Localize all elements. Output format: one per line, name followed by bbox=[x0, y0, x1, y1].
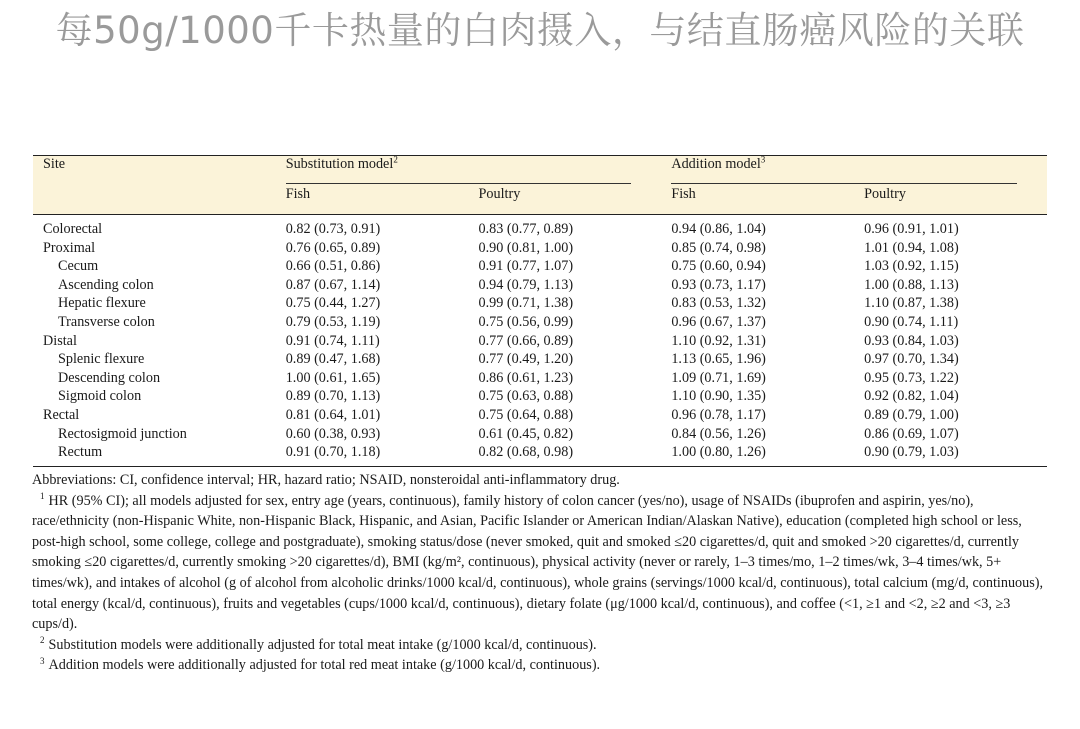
site-cell: Rectum bbox=[58, 444, 103, 461]
substitution-fish-cell: 0.91 (0.70, 1.18) bbox=[285, 444, 381, 461]
substitution-poultry-cell: 0.86 (0.61, 1.23) bbox=[478, 369, 574, 386]
substitution-fish-cell: 0.75 (0.44, 1.27) bbox=[285, 295, 381, 312]
substitution-poultry-cell: 0.61 (0.45, 0.82) bbox=[478, 425, 574, 442]
table-body bbox=[33, 215, 1047, 467]
blank-header-cell bbox=[33, 186, 276, 215]
substitution-fish-cell: 0.66 (0.51, 0.86) bbox=[285, 258, 381, 275]
addition-fish-cell: 1.13 (0.65, 1.96) bbox=[671, 351, 766, 368]
footnote-3 bbox=[32, 655, 1050, 676]
site-cell: Splenic flexure bbox=[58, 351, 145, 368]
substitution-poultry-cell: 0.83 (0.77, 0.89) bbox=[478, 221, 574, 237]
site-cell: Hepatic flexure bbox=[58, 295, 146, 312]
substitution-poultry-cell: 0.75 (0.63, 0.88) bbox=[478, 388, 574, 405]
addition-poultry-cell: 0.86 (0.69, 1.07) bbox=[864, 425, 959, 442]
addition-poultry-cell: 1.10 (0.87, 1.38) bbox=[864, 295, 959, 312]
addition-poultry-cell: 0.90 (0.74, 1.11) bbox=[864, 313, 959, 330]
substitution-poultry-header: Poultry bbox=[478, 185, 521, 202]
addition-group-rule bbox=[671, 183, 1017, 184]
site-cell: Cecum bbox=[58, 258, 99, 275]
results-table-container bbox=[33, 155, 1047, 467]
substitution-fish-cell: 0.81 (0.64, 1.01) bbox=[285, 406, 381, 423]
addition-poultry-cell: 1.00 (0.88, 1.13) bbox=[864, 276, 959, 293]
table-row bbox=[33, 387, 1047, 406]
addition-fish-cell: 1.10 (0.92, 1.31) bbox=[671, 332, 766, 349]
addition-model-header bbox=[661, 156, 1047, 186]
addition-fish-cell: 0.96 (0.67, 1.37) bbox=[671, 313, 766, 330]
addition-poultry-header: Poultry bbox=[864, 185, 906, 202]
footnote-2-mark: 2 bbox=[40, 635, 45, 646]
addition-fish-header: Fish bbox=[671, 185, 696, 202]
substitution-poultry-cell: 0.77 (0.49, 1.20) bbox=[478, 351, 574, 368]
substitution-fish-cell: 1.00 (0.61, 1.65) bbox=[285, 369, 381, 386]
addition-poultry-cell: 0.96 (0.91, 1.01) bbox=[864, 221, 959, 237]
table-row bbox=[33, 443, 1047, 466]
addition-poultry-cell: 0.92 (0.82, 1.04) bbox=[864, 388, 959, 405]
footnote-2-text: Substitution models were additionally adjusted for total meat intake (g/1000 kcal/d, continuous). bbox=[48, 636, 597, 653]
table-row bbox=[33, 257, 1047, 276]
addition-poultry-cell: 1.03 (0.92, 1.15) bbox=[864, 258, 959, 275]
addition-fish-cell: 1.10 (0.90, 1.35) bbox=[671, 388, 766, 405]
site-cell: Ascending colon bbox=[58, 276, 154, 293]
site-cell: Proximal bbox=[43, 239, 96, 256]
site-cell: Sigmoid colon bbox=[58, 388, 142, 405]
table-notes bbox=[32, 470, 1050, 676]
footnote-2 bbox=[32, 635, 1050, 656]
addition-fish-cell: 0.83 (0.53, 1.32) bbox=[671, 295, 766, 312]
addition-fish-cell: 0.75 (0.60, 0.94) bbox=[671, 258, 766, 275]
addition-poultry-cell: 1.01 (0.94, 1.08) bbox=[864, 239, 959, 256]
table-row bbox=[33, 350, 1047, 369]
site-cell: Colorectal bbox=[43, 221, 103, 237]
substitution-fish-cell: 0.91 (0.74, 1.11) bbox=[285, 332, 380, 349]
footnote-1-mark: 1 bbox=[40, 490, 45, 501]
addition-fish-cell: 1.00 (0.80, 1.26) bbox=[671, 444, 766, 461]
site-cell: Rectosigmoid junction bbox=[58, 425, 187, 442]
table-row bbox=[33, 369, 1047, 388]
abbreviations-note: Abbreviations: CI, confidence interval; HR, hazard ratio; NSAID, nonsteroidal anti-inflammatory drug. bbox=[32, 472, 620, 488]
table-header bbox=[33, 156, 1047, 215]
site-cell: Distal bbox=[43, 332, 77, 349]
table-row bbox=[33, 425, 1047, 444]
addition-poultry-cell: 0.90 (0.79, 1.03) bbox=[864, 444, 959, 461]
site-column-header: Site bbox=[43, 156, 66, 172]
addition-fish-cell: 1.09 (0.71, 1.69) bbox=[671, 369, 766, 386]
substitution-model-label: Substitution model bbox=[285, 156, 394, 172]
substitution-model-header bbox=[276, 156, 662, 186]
page-title: 每50g/1000千卡热量的白肉摄入，与结直肠癌风险的关联 bbox=[55, 9, 1025, 52]
addition-poultry-cell: 0.89 (0.79, 1.00) bbox=[864, 406, 959, 423]
substitution-poultry-cell: 0.77 (0.66, 0.89) bbox=[478, 332, 574, 349]
footnote-1 bbox=[32, 491, 1050, 635]
addition-model-label: Addition model bbox=[671, 156, 761, 172]
substitution-fish-cell: 0.89 (0.47, 1.68) bbox=[285, 351, 381, 368]
addition-fish-cell: 0.85 (0.74, 0.98) bbox=[671, 239, 766, 256]
substitution-fish-cell: 0.76 (0.65, 0.89) bbox=[285, 239, 381, 256]
addition-poultry-cell: 0.93 (0.84, 1.03) bbox=[864, 332, 959, 349]
footnote-1-text: HR (95% CI); all models adjusted for sex, entry age (years, continuous), family history of colon cancer (yes/no), usage of NSAIDs (ibuprofen and aspirin, yes/no), race/ethnicity (non-Hispanic White, non-Hispanic Black, Hispanic, and Asian, Pacific Islander or American Indian/Alaskan Native), education (completed high school or less, post-high school, some college, college and postgraduate), smoking status/dose (never smoked, quit and smoked ≤20 cigarettes/d, quit and smoked >20 cigarettes/d, currently smoking ≤20 cigarettes/d, currently smoking >20 cigarettes/d), BMI (kg/m², continuous), physical activity (never or rarely, 1–3 times/mo, 1–2 times/wk, 3–4 times/wk, 5+ times/wk), and intakes of alcohol (g of alcohol from alcoholic drinks/1000 kcal/d, continuous), whole grains (servings/1000 kcal/d, continuous), total calcium (mg/d, continuous), total energy (kcal/d, continuous), fruits and vegetables (cups/1000 kcal/d, continuous), dietary folate (μg/1000 kcal/d, continuous), and coffee (<1, ≥1 and <2, ≥2 and <3, ≥3 cups/d). bbox=[32, 492, 1044, 633]
substitution-poultry-cell: 0.99 (0.71, 1.38) bbox=[478, 295, 574, 312]
substitution-poultry-cell: 0.75 (0.56, 0.99) bbox=[478, 313, 574, 330]
table-row bbox=[33, 276, 1047, 295]
substitution-poultry-cell: 0.75 (0.64, 0.88) bbox=[478, 406, 574, 423]
substitution-fish-cell: 0.79 (0.53, 1.19) bbox=[285, 313, 381, 330]
substitution-group-rule bbox=[286, 183, 632, 184]
substitution-poultry-cell: 0.90 (0.81, 1.00) bbox=[478, 239, 574, 256]
addition-fish-cell: 0.96 (0.78, 1.17) bbox=[671, 406, 766, 423]
table-row bbox=[33, 332, 1047, 351]
table-row bbox=[33, 215, 1047, 239]
substitution-fish-cell: 0.87 (0.67, 1.14) bbox=[285, 276, 381, 293]
substitution-poultry-cell: 0.94 (0.79, 1.13) bbox=[478, 276, 574, 293]
substitution-poultry-cell: 0.91 (0.77, 1.07) bbox=[478, 258, 574, 275]
table-row bbox=[33, 313, 1047, 332]
table-row bbox=[33, 239, 1047, 258]
substitution-fish-cell: 0.82 (0.73, 0.91) bbox=[285, 221, 381, 237]
footnote-3-mark: 3 bbox=[40, 655, 45, 666]
addition-poultry-cell: 0.97 (0.70, 1.34) bbox=[864, 351, 959, 368]
addition-fish-cell: 0.84 (0.56, 1.26) bbox=[671, 425, 766, 442]
substitution-model-footnote-mark: 2 bbox=[393, 154, 398, 165]
substitution-fish-cell: 0.89 (0.70, 1.13) bbox=[285, 388, 381, 405]
site-cell: Descending colon bbox=[58, 369, 161, 386]
addition-poultry-cell: 0.95 (0.73, 1.22) bbox=[864, 369, 959, 386]
addition-fish-cell: 0.94 (0.86, 1.04) bbox=[671, 221, 766, 237]
addition-model-footnote-mark: 3 bbox=[760, 154, 766, 165]
site-cell: Rectal bbox=[43, 406, 80, 423]
substitution-fish-cell: 0.60 (0.38, 0.93) bbox=[285, 425, 381, 442]
results-table bbox=[33, 155, 1047, 467]
site-cell: Transverse colon bbox=[58, 313, 155, 330]
table-row bbox=[33, 406, 1047, 425]
footnote-3-text: Addition models were additionally adjusted for total red meat intake (g/1000 kcal/d, continuous). bbox=[48, 657, 601, 674]
substitution-fish-header: Fish bbox=[285, 185, 311, 202]
addition-fish-cell: 0.93 (0.73, 1.17) bbox=[671, 276, 766, 293]
table-row bbox=[33, 294, 1047, 313]
substitution-poultry-cell: 0.82 (0.68, 0.98) bbox=[478, 444, 574, 461]
